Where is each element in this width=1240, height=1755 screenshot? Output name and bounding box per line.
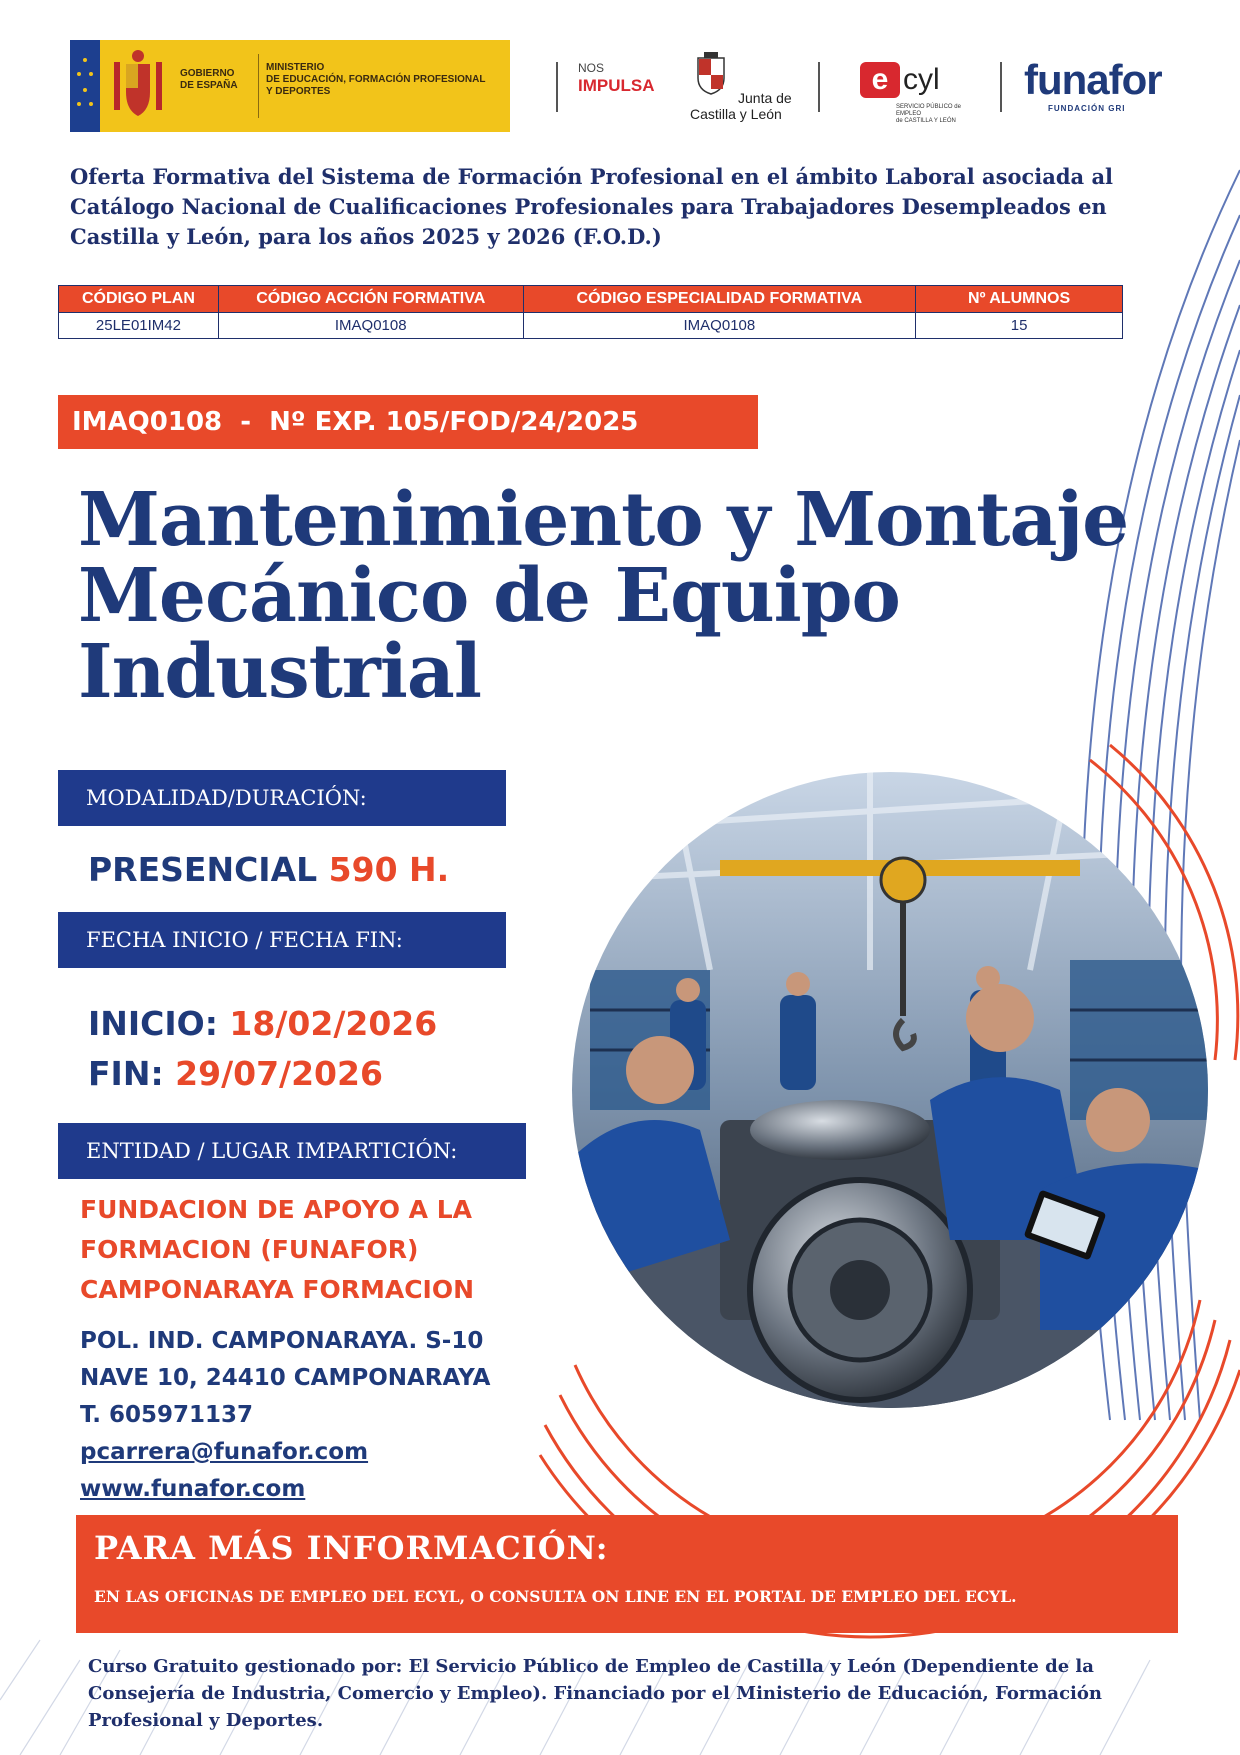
web-link[interactable]: www.funafor.com: [80, 1476, 306, 1502]
fin-label: FIN:: [88, 1054, 164, 1093]
email-link[interactable]: pcarrera@funafor.com: [80, 1439, 369, 1465]
table-row: [59, 313, 1123, 339]
inicio-label: INICIO:: [88, 1004, 218, 1043]
coat-of-arms-icon: [110, 48, 166, 124]
info-banner: [76, 1515, 1178, 1633]
ministerio-text: MINISTERIO DE EDUCACIÓN, FORMACIÓN PROFESIONAL Y DEPORTES: [266, 62, 486, 97]
logo-divider: [818, 62, 820, 112]
info-title: PARA MÁS INFORMACIÓN:: [94, 1529, 609, 1567]
intro-text: Oferta Formativa del Sistema de Formación Profesional en el ámbito Laboral asociada al Catálogo Nacional de Cualificaciones Profesionales para Trabajadores Desempleados en Castilla y León, para los años 2025 y 2026 (F.O.D.): [70, 164, 1114, 249]
gobierno-espana-logo: [70, 40, 510, 132]
junta-text-line1: Junta de: [738, 90, 792, 106]
header-codigo-especialidad: CÓDIGO ESPECIALIDAD FORMATIVA: [523, 286, 916, 313]
logo-divider: [1000, 62, 1002, 112]
ecyl-logo-word: cyl: [903, 63, 940, 96]
header-num-alumnos: Nº ALUMNOS: [916, 286, 1123, 313]
impulsa-logo: IMPULSA: [578, 76, 655, 95]
header-codigo-accion: CÓDIGO ACCIÓN FORMATIVA: [218, 286, 523, 313]
entidad-label: ENTIDAD / LUGAR IMPARTICIÓN:: [58, 1123, 526, 1179]
fecha-inicio-row: [88, 1004, 437, 1044]
funafor-subtitle: FUNDACIÓN GRI: [1048, 104, 1126, 113]
ecyl-logo-mark: e: [860, 62, 900, 98]
funafor-logo: funafor: [1024, 56, 1162, 103]
table-header-row: [59, 286, 1123, 313]
modalidad-value: [88, 850, 449, 890]
course-title: Mantenimiento y Montaje Mecánico de Equipo Industrial: [78, 477, 1129, 715]
entidad-name-line: FORMACION (FUNAFOR): [80, 1235, 419, 1264]
phone-line: T. 605971137: [80, 1402, 253, 1428]
fechas-label: FECHA INICIO / FECHA FIN:: [58, 912, 506, 968]
fin-date: 29/07/2026: [175, 1054, 383, 1093]
logo-divider: [258, 54, 259, 118]
ecyl-subtitle: SERVICIO PÚBLICO de EMPLEO de CASTILLA Y LEÓN: [896, 104, 961, 124]
cell-codigo-accion: IMAQ0108: [218, 313, 523, 339]
cell-codigo-plan: 25LE01IM42: [59, 313, 219, 339]
cell-num-alumnos: 15: [916, 313, 1123, 339]
entidad-name-line: FUNDACION DE APOYO A LA: [80, 1195, 472, 1224]
eu-flag-icon: [70, 40, 100, 132]
junta-shield-icon: [696, 52, 726, 96]
expediente-text: IMAQ0108 - Nº EXP. 105/FOD/24/2025: [72, 407, 639, 437]
entidad-name-line: CAMPONARAYA FORMACION: [80, 1275, 475, 1304]
cell-codigo-especialidad: IMAQ0108: [523, 313, 916, 339]
address-line: POL. IND. CAMPONARAYA. S-10: [80, 1328, 484, 1354]
expediente-badge: [58, 395, 758, 449]
address-line: NAVE 10, 24410 CAMPONARAYA: [80, 1365, 491, 1391]
logo-divider: [556, 62, 558, 112]
industrial-workshop-photo: [570, 770, 1210, 1410]
modalidad-hours: 590 H.: [328, 850, 450, 889]
header-codigo-plan: CÓDIGO PLAN: [59, 286, 219, 313]
footer-note: Curso Gratuito gestionado por: El Servicio Público de Empleo de Castilla y León (Dependiente de la Consejería de Industria, Comercio y Empleo). Financiado por el Ministerio de Educación, Formación Profesional y Deportes.: [88, 1656, 1102, 1731]
junta-text-line2: Castilla y León: [690, 106, 782, 122]
info-subtitle: EN LAS OFICINAS DE EMPLEO DEL ECYL, O CONSULTA ON LINE EN EL PORTAL DE EMPLEO DEL ECYL.: [94, 1587, 1017, 1606]
modalidad-label: MODALIDAD/DURACIÓN:: [58, 770, 506, 826]
codes-table: [58, 285, 1123, 339]
fecha-fin-row: [88, 1054, 383, 1094]
inicio-date: 18/02/2026: [229, 1004, 438, 1043]
gobierno-text: GOBIERNO DE ESPAÑA: [180, 68, 238, 91]
modalidad-mode: PRESENCIAL: [88, 850, 318, 889]
nos-text: NOS: [578, 61, 605, 75]
